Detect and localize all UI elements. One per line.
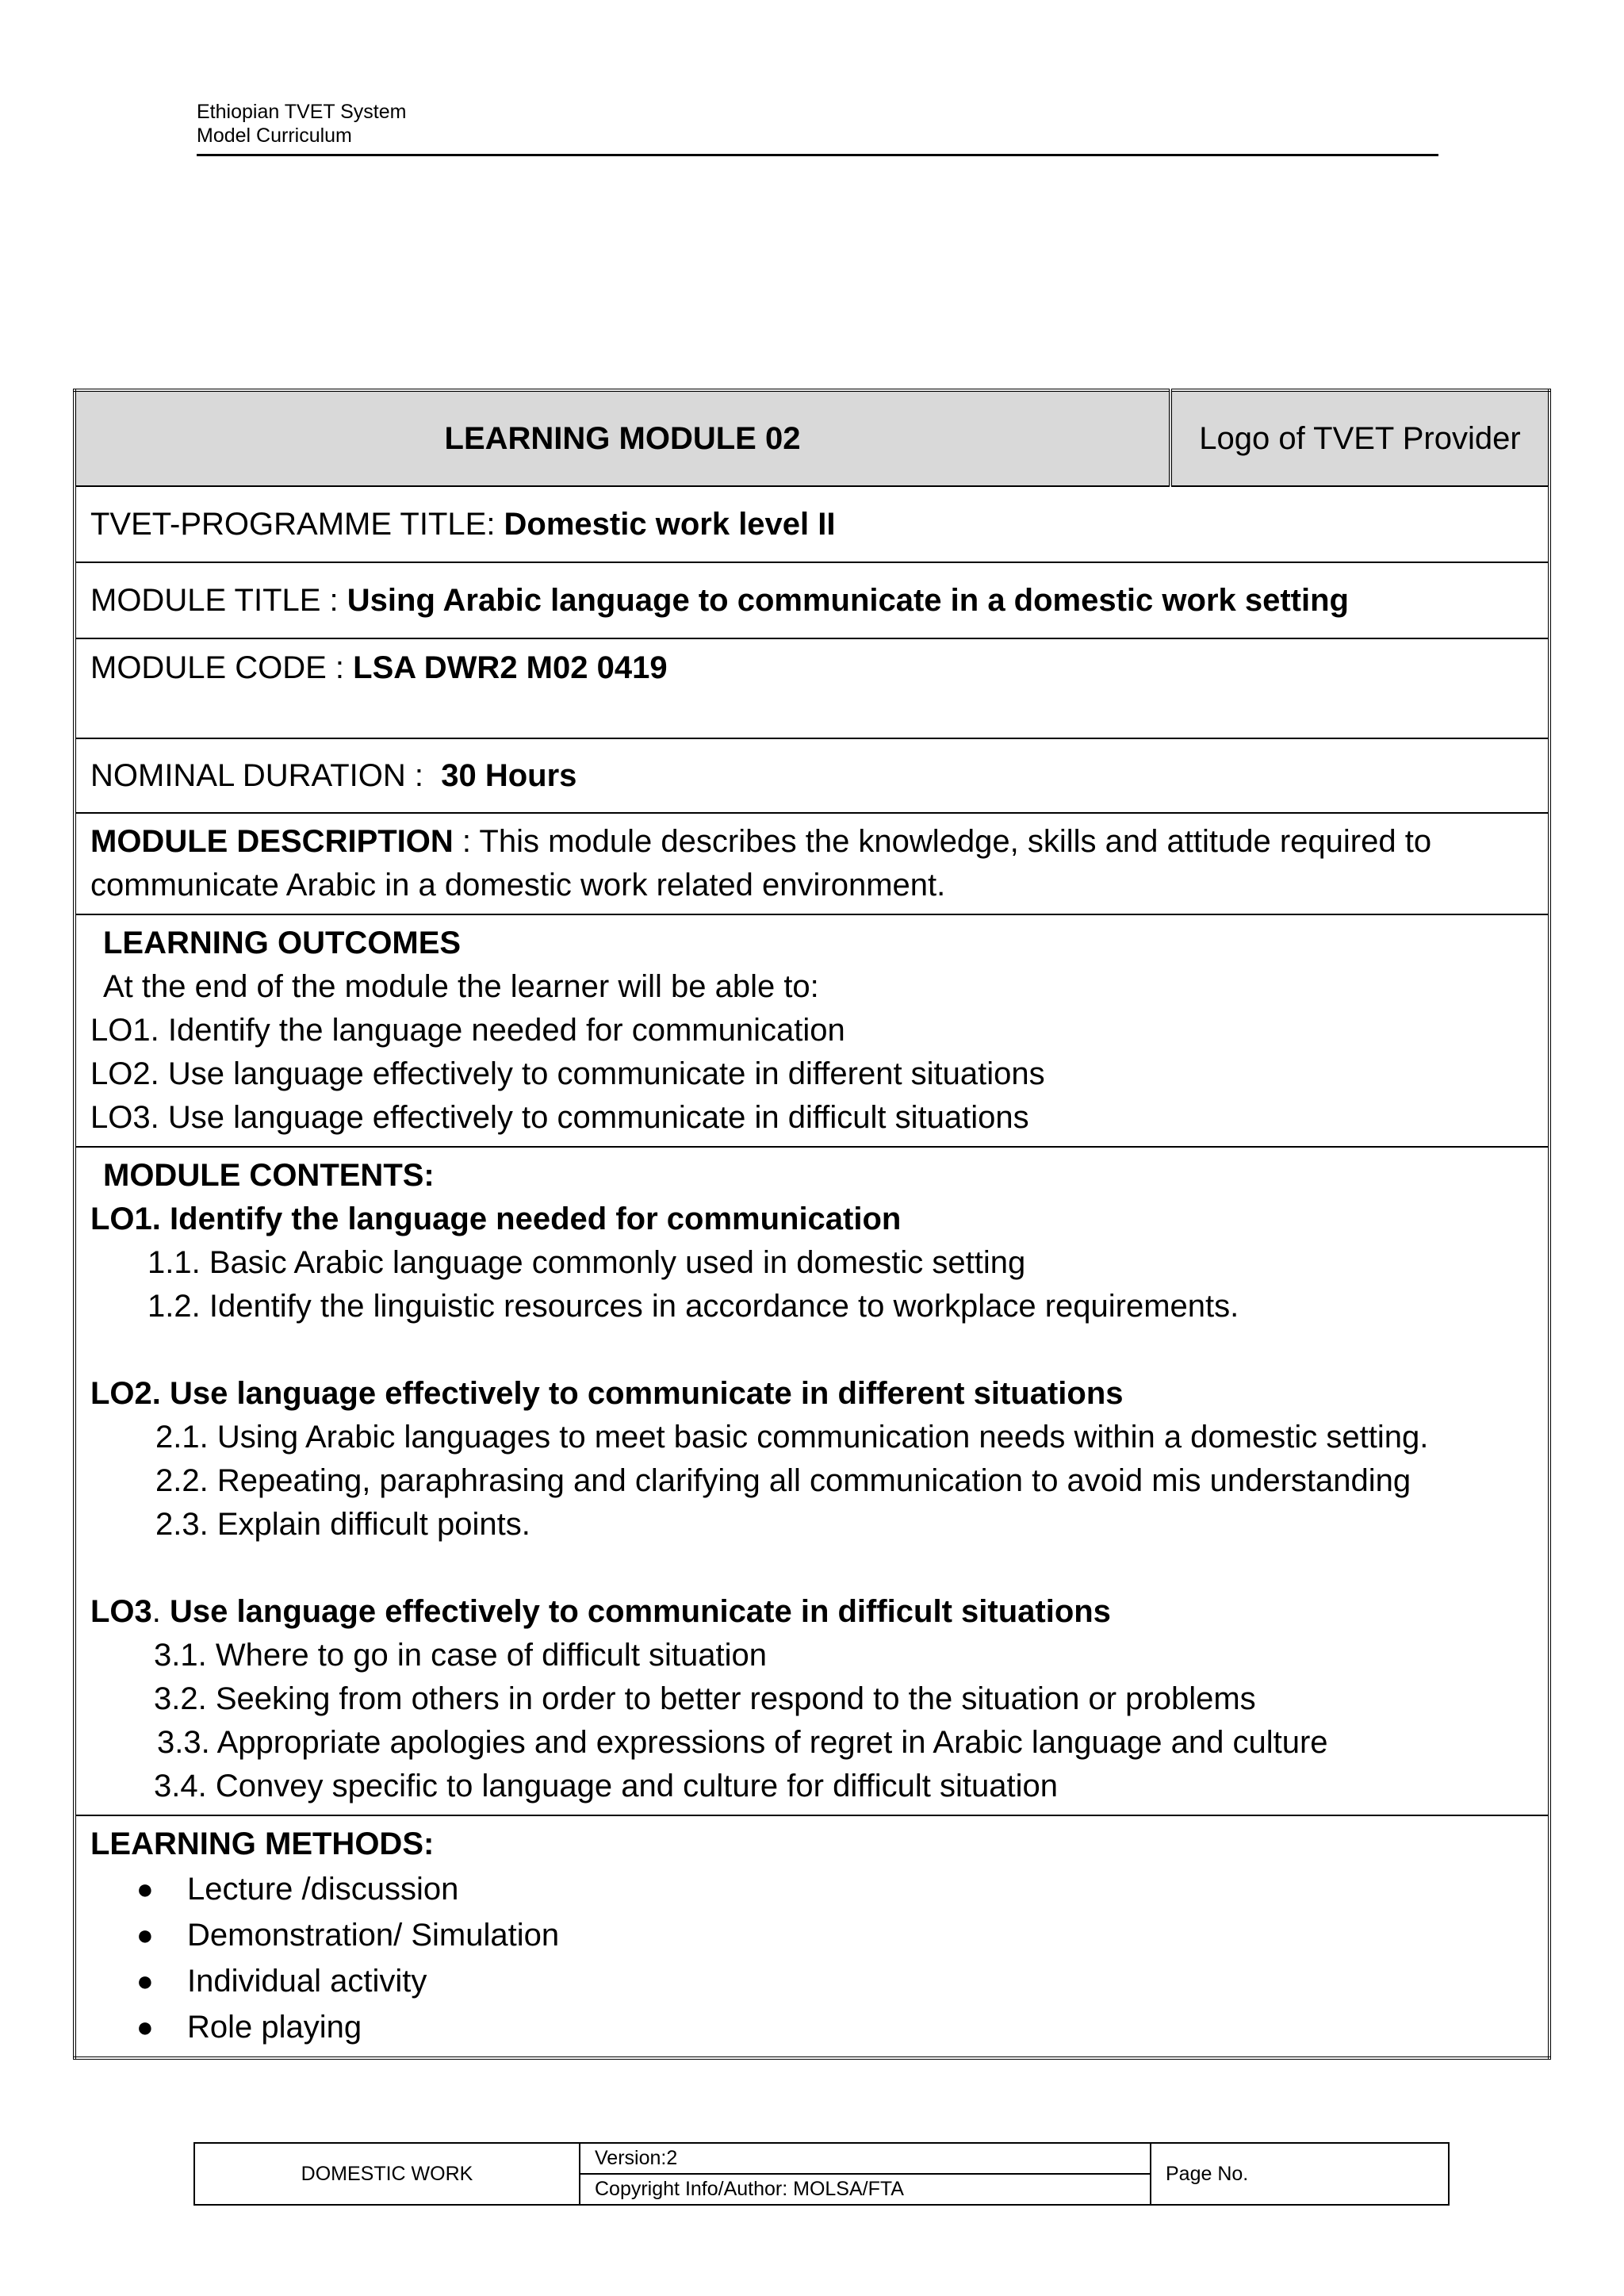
outcomes-heading: LEARNING OUTCOMES: [103, 926, 462, 960]
method-item: ● Demonstration/ Simulation: [90, 1912, 1534, 1958]
lo1-heading: LO1. Identify the language needed for communication: [90, 1202, 902, 1236]
description-text-1: : This module describes the knowledge, skills and attitude required to: [453, 824, 1432, 859]
outcomes-intro: At the end of the module the learner will be able to:: [103, 969, 819, 1004]
learning-outcomes-cell: [75, 914, 1549, 1147]
module-contents-cell: [75, 1147, 1549, 1815]
lo3-item: 3.3. Appropriate apologies and expressions of regret in Arabic language and culture: [157, 1725, 1328, 1760]
footer-page-number: Page No.: [1151, 2143, 1449, 2205]
lo1-item: 1.1. Basic Arabic language commonly used in domestic setting: [147, 1245, 1026, 1280]
bullet-icon: ●: [136, 1918, 154, 1951]
methods-heading: LEARNING METHODS:: [90, 1826, 435, 1861]
module-code-value: LSA DWR2 M02 0419: [353, 650, 668, 685]
bullet-icon: ●: [136, 1964, 154, 1997]
module-number-title: LEARNING MODULE 02: [75, 390, 1170, 486]
module-code-cell: [75, 638, 1549, 738]
outcome-item: LO1. Identify the language needed for communication: [90, 1013, 845, 1048]
duration-label: NOMINAL DURATION :: [90, 757, 442, 793]
lo3-item: 3.4. Convey specific to language and culture for difficult situation: [154, 1769, 1058, 1803]
contents-heading: MODULE CONTENTS:: [103, 1158, 435, 1193]
description-text-2: communicate Arabic in a domestic work related environment.: [90, 868, 946, 903]
duration-value: 30 Hours: [441, 757, 577, 793]
lo2-item: 2.2. Repeating, paraphrasing and clarifying all communication to avoid mis understanding: [155, 1463, 1411, 1498]
learning-methods-cell: [75, 1815, 1549, 2058]
method-item: ● Role playing: [90, 2004, 1534, 2050]
lo2-heading: LO2. Use language effectively to communicate in different situations: [90, 1376, 1124, 1411]
programme-value: Domestic work level II: [504, 506, 836, 542]
lo3-item: 3.2. Seeking from others in order to better respond to the situation or problems: [154, 1681, 1256, 1716]
footer-copyright: Copyright Info/Author: MOLSA/FTA: [580, 2174, 1151, 2205]
lo3-prefix: LO3: [90, 1594, 152, 1629]
module-title-cell: [75, 562, 1549, 638]
footer-version: Version:2: [580, 2143, 1151, 2174]
description-cell: [75, 813, 1549, 914]
module-title-row: [75, 390, 1549, 486]
module-title-value: Using Arabic language to communicate in a domestic work setting: [347, 582, 1349, 618]
module-code-label: MODULE CODE :: [90, 650, 354, 685]
document-header: [197, 100, 406, 148]
description-label: MODULE DESCRIPTION: [90, 824, 454, 859]
page-footer: [193, 2142, 1450, 2206]
duration-cell: [75, 738, 1549, 813]
outcome-item: LO3. Use language effectively to communicate in difficult situations: [90, 1100, 1029, 1135]
programme-label: TVET-PROGRAMME TITLE:: [90, 506, 504, 542]
method-item: ● Lecture /discussion: [90, 1866, 1534, 1912]
bullet-icon: ●: [136, 1872, 154, 1905]
programme-title-cell: [75, 486, 1549, 562]
lo2-item: 2.1. Using Arabic languages to meet basic communication needs within a domestic setting.: [155, 1420, 1429, 1455]
lo3-item: 3.1. Where to go in case of difficult situation: [154, 1638, 768, 1673]
module-table: [73, 389, 1551, 2060]
header-system: Ethiopian TVET System: [197, 101, 407, 123]
lo1-item: 1.2. Identify the linguistic resources in accordance to workplace requirements.: [147, 1289, 1239, 1324]
header-curriculum: Model Curriculum: [197, 125, 352, 147]
outcome-item: LO2. Use language effectively to communicate in different situations: [90, 1056, 1045, 1091]
provider-logo-placeholder: Logo of TVET Provider: [1170, 390, 1549, 486]
header-divider: [197, 154, 1438, 156]
lo3-dot: .: [151, 1594, 170, 1629]
lo2-item: 2.3. Explain difficult points.: [155, 1507, 530, 1542]
lo3-heading: Use language effectively to communicate in difficult situations: [170, 1594, 1111, 1629]
method-item: ● Individual activity: [90, 1958, 1534, 2004]
module-title-label: MODULE TITLE :: [90, 582, 347, 618]
footer-program: DOMESTIC WORK: [194, 2143, 580, 2205]
bullet-icon: ●: [136, 2010, 154, 2043]
